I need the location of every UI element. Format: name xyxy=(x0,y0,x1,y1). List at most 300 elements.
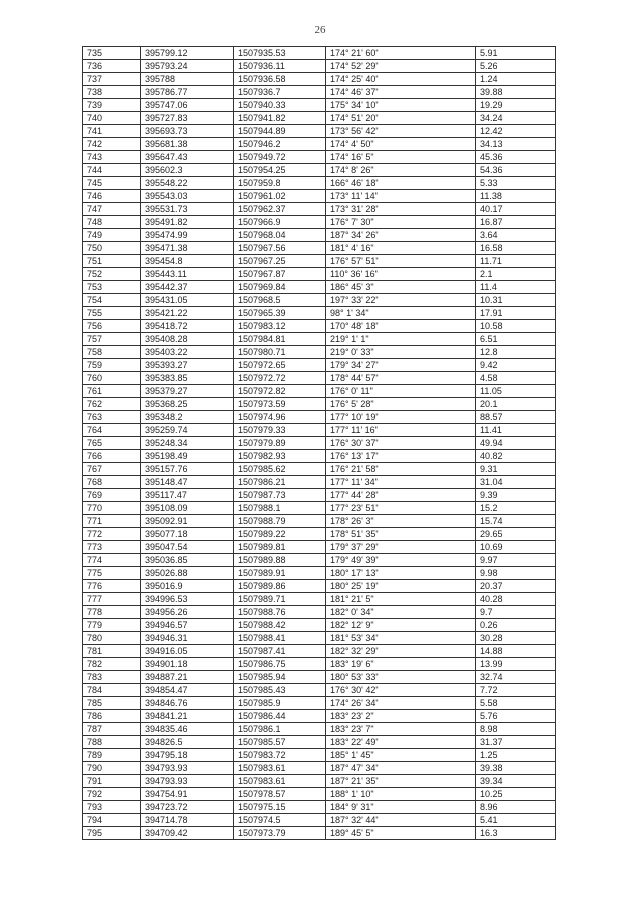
angle-cell: 174° 4' 50" xyxy=(326,138,476,151)
distance-cell: 10.69 xyxy=(476,541,556,554)
distance-cell: 39.88 xyxy=(476,86,556,99)
point-number-cell: 781 xyxy=(83,645,141,658)
angle-cell: 179° 37' 29" xyxy=(326,541,476,554)
point-number-cell: 767 xyxy=(83,463,141,476)
table-row xyxy=(83,762,556,775)
point-number-cell: 782 xyxy=(83,658,141,671)
table-row xyxy=(83,99,556,112)
x-coordinate-cell: 395799.12 xyxy=(141,47,234,60)
point-number-cell: 789 xyxy=(83,749,141,762)
y-coordinate-cell: 1507986.1 xyxy=(234,723,326,736)
angle-cell: 187° 47' 34" xyxy=(326,762,476,775)
y-coordinate-cell: 1507985.62 xyxy=(234,463,326,476)
point-number-cell: 737 xyxy=(83,73,141,86)
point-number-cell: 744 xyxy=(83,164,141,177)
table-row xyxy=(83,320,556,333)
distance-cell: 12.42 xyxy=(476,125,556,138)
distance-cell: 16.58 xyxy=(476,242,556,255)
x-coordinate-cell: 394723.72 xyxy=(141,801,234,814)
x-coordinate-cell: 394793.93 xyxy=(141,775,234,788)
point-number-cell: 736 xyxy=(83,60,141,73)
point-number-cell: 740 xyxy=(83,112,141,125)
distance-cell: 0.26 xyxy=(476,619,556,632)
distance-cell: 19.29 xyxy=(476,99,556,112)
angle-cell: 182° 12' 9" xyxy=(326,619,476,632)
x-coordinate-cell: 394793.93 xyxy=(141,762,234,775)
angle-cell: 219° 1' 1" xyxy=(326,333,476,346)
distance-cell: 10.31 xyxy=(476,294,556,307)
x-coordinate-cell: 395431.05 xyxy=(141,294,234,307)
y-coordinate-cell: 1507969.84 xyxy=(234,281,326,294)
table-row xyxy=(83,307,556,320)
point-number-cell: 752 xyxy=(83,268,141,281)
distance-cell: 1.25 xyxy=(476,749,556,762)
y-coordinate-cell: 1507989.71 xyxy=(234,593,326,606)
table-row xyxy=(83,606,556,619)
x-coordinate-cell: 395408.28 xyxy=(141,333,234,346)
distance-cell: 40.28 xyxy=(476,593,556,606)
y-coordinate-cell: 1507973.59 xyxy=(234,398,326,411)
angle-cell: 174° 21' 60" xyxy=(326,47,476,60)
table-row xyxy=(83,645,556,658)
point-number-cell: 775 xyxy=(83,567,141,580)
y-coordinate-cell: 1507985.94 xyxy=(234,671,326,684)
angle-cell: 183° 19' 6" xyxy=(326,658,476,671)
point-number-cell: 751 xyxy=(83,255,141,268)
point-number-cell: 747 xyxy=(83,203,141,216)
table-row xyxy=(83,528,556,541)
point-number-cell: 738 xyxy=(83,86,141,99)
point-number-cell: 758 xyxy=(83,346,141,359)
angle-cell: 177° 10' 19" xyxy=(326,411,476,424)
table-row xyxy=(83,203,556,216)
point-number-cell: 785 xyxy=(83,697,141,710)
y-coordinate-cell: 1507983.61 xyxy=(234,762,326,775)
x-coordinate-cell: 394916.05 xyxy=(141,645,234,658)
x-coordinate-cell: 395442.37 xyxy=(141,281,234,294)
table-row xyxy=(83,177,556,190)
table-row xyxy=(83,567,556,580)
distance-cell: 4.58 xyxy=(476,372,556,385)
angle-cell: 173° 56' 42" xyxy=(326,125,476,138)
table-row xyxy=(83,437,556,450)
angle-cell: 178° 26' 3" xyxy=(326,515,476,528)
distance-cell: 10.58 xyxy=(476,320,556,333)
table-row xyxy=(83,827,556,840)
y-coordinate-cell: 1507983.12 xyxy=(234,320,326,333)
distance-cell: 88.57 xyxy=(476,411,556,424)
x-coordinate-cell: 395108.09 xyxy=(141,502,234,515)
angle-cell: 187° 21' 35" xyxy=(326,775,476,788)
distance-cell: 15.2 xyxy=(476,502,556,515)
y-coordinate-cell: 1507966.9 xyxy=(234,216,326,229)
angle-cell: 187° 32' 44" xyxy=(326,814,476,827)
distance-cell: 20.1 xyxy=(476,398,556,411)
distance-cell: 39.34 xyxy=(476,775,556,788)
y-coordinate-cell: 1507946.2 xyxy=(234,138,326,151)
x-coordinate-cell: 394956.26 xyxy=(141,606,234,619)
table-row xyxy=(83,749,556,762)
distance-cell: 5.76 xyxy=(476,710,556,723)
angle-cell: 176° 0' 11" xyxy=(326,385,476,398)
point-number-cell: 770 xyxy=(83,502,141,515)
angle-cell: 183° 23' 7" xyxy=(326,723,476,736)
point-number-cell: 788 xyxy=(83,736,141,749)
table-row xyxy=(83,554,556,567)
distance-cell: 1.24 xyxy=(476,73,556,86)
distance-cell: 30.28 xyxy=(476,632,556,645)
distance-cell: 34.13 xyxy=(476,138,556,151)
point-number-cell: 774 xyxy=(83,554,141,567)
table-row xyxy=(83,60,556,73)
y-coordinate-cell: 1507944.89 xyxy=(234,125,326,138)
distance-cell: 20.37 xyxy=(476,580,556,593)
table-row xyxy=(83,112,556,125)
x-coordinate-cell: 395157.76 xyxy=(141,463,234,476)
y-coordinate-cell: 1507972.82 xyxy=(234,385,326,398)
table-row xyxy=(83,216,556,229)
x-coordinate-cell: 394754.91 xyxy=(141,788,234,801)
table-row xyxy=(83,723,556,736)
table-row xyxy=(83,580,556,593)
distance-cell: 5.91 xyxy=(476,47,556,60)
angle-cell: 174° 25' 40" xyxy=(326,73,476,86)
point-number-cell: 772 xyxy=(83,528,141,541)
x-coordinate-cell: 395259.74 xyxy=(141,424,234,437)
point-number-cell: 792 xyxy=(83,788,141,801)
angle-cell: 175° 34' 10" xyxy=(326,99,476,112)
distance-cell: 12.8 xyxy=(476,346,556,359)
angle-cell: 166° 46' 18" xyxy=(326,177,476,190)
y-coordinate-cell: 1507989.81 xyxy=(234,541,326,554)
point-number-cell: 784 xyxy=(83,684,141,697)
table-row xyxy=(83,593,556,606)
distance-cell: 5.41 xyxy=(476,814,556,827)
x-coordinate-cell: 395077.18 xyxy=(141,528,234,541)
point-number-cell: 742 xyxy=(83,138,141,151)
x-coordinate-cell: 394841.21 xyxy=(141,710,234,723)
table-row xyxy=(83,255,556,268)
table-row xyxy=(83,775,556,788)
x-coordinate-cell: 395543.03 xyxy=(141,190,234,203)
y-coordinate-cell: 1507965.39 xyxy=(234,307,326,320)
y-coordinate-cell: 1507973.79 xyxy=(234,827,326,840)
point-number-cell: 748 xyxy=(83,216,141,229)
y-coordinate-cell: 1507984.81 xyxy=(234,333,326,346)
x-coordinate-cell: 394996.53 xyxy=(141,593,234,606)
angle-cell: 110° 36' 16" xyxy=(326,268,476,281)
x-coordinate-cell: 395602.3 xyxy=(141,164,234,177)
point-number-cell: 786 xyxy=(83,710,141,723)
x-coordinate-cell: 395681.38 xyxy=(141,138,234,151)
y-coordinate-cell: 1507959.8 xyxy=(234,177,326,190)
angle-cell: 180° 25' 19" xyxy=(326,580,476,593)
table-row xyxy=(83,515,556,528)
y-coordinate-cell: 1507974.5 xyxy=(234,814,326,827)
table-row xyxy=(83,424,556,437)
point-number-cell: 754 xyxy=(83,294,141,307)
table-row xyxy=(83,138,556,151)
angle-cell: 182° 32' 29" xyxy=(326,645,476,658)
table-row xyxy=(83,788,556,801)
y-coordinate-cell: 1507988.42 xyxy=(234,619,326,632)
y-coordinate-cell: 1507935.53 xyxy=(234,47,326,60)
angle-cell: 176° 7' 30" xyxy=(326,216,476,229)
x-coordinate-cell: 395047.54 xyxy=(141,541,234,554)
point-number-cell: 780 xyxy=(83,632,141,645)
table-row xyxy=(83,86,556,99)
y-coordinate-cell: 1507980.71 xyxy=(234,346,326,359)
point-number-cell: 763 xyxy=(83,411,141,424)
angle-cell: 176° 30' 37" xyxy=(326,437,476,450)
y-coordinate-cell: 1507979.33 xyxy=(234,424,326,437)
point-number-cell: 783 xyxy=(83,671,141,684)
table-row xyxy=(83,359,556,372)
y-coordinate-cell: 1507961.02 xyxy=(234,190,326,203)
point-number-cell: 787 xyxy=(83,723,141,736)
distance-cell: 11.41 xyxy=(476,424,556,437)
y-coordinate-cell: 1507978.57 xyxy=(234,788,326,801)
table-row xyxy=(83,151,556,164)
y-coordinate-cell: 1507987.73 xyxy=(234,489,326,502)
angle-cell: 183° 22' 49" xyxy=(326,736,476,749)
y-coordinate-cell: 1507987.41 xyxy=(234,645,326,658)
y-coordinate-cell: 1507986.44 xyxy=(234,710,326,723)
x-coordinate-cell: 395379.27 xyxy=(141,385,234,398)
y-coordinate-cell: 1507985.43 xyxy=(234,684,326,697)
point-number-cell: 768 xyxy=(83,476,141,489)
angle-cell: 179° 49' 39" xyxy=(326,554,476,567)
angle-cell: 197° 33' 22" xyxy=(326,294,476,307)
y-coordinate-cell: 1507982.93 xyxy=(234,450,326,463)
point-number-cell: 755 xyxy=(83,307,141,320)
point-number-cell: 795 xyxy=(83,827,141,840)
y-coordinate-cell: 1507986.75 xyxy=(234,658,326,671)
table-row xyxy=(83,697,556,710)
angle-cell: 189° 45' 5" xyxy=(326,827,476,840)
point-number-cell: 773 xyxy=(83,541,141,554)
x-coordinate-cell: 395348.2 xyxy=(141,411,234,424)
y-coordinate-cell: 1507968.04 xyxy=(234,229,326,242)
y-coordinate-cell: 1507983.72 xyxy=(234,749,326,762)
y-coordinate-cell: 1507962.37 xyxy=(234,203,326,216)
table-row xyxy=(83,541,556,554)
distance-cell: 16.87 xyxy=(476,216,556,229)
x-coordinate-cell: 394946.31 xyxy=(141,632,234,645)
table-row xyxy=(83,190,556,203)
point-number-cell: 746 xyxy=(83,190,141,203)
x-coordinate-cell: 395026.88 xyxy=(141,567,234,580)
table-row xyxy=(83,294,556,307)
table-row xyxy=(83,684,556,697)
x-coordinate-cell: 394854.47 xyxy=(141,684,234,697)
distance-cell: 8.98 xyxy=(476,723,556,736)
y-coordinate-cell: 1507988.79 xyxy=(234,515,326,528)
angle-cell: 182° 0' 34" xyxy=(326,606,476,619)
angle-cell: 178° 51' 35" xyxy=(326,528,476,541)
y-coordinate-cell: 1507974.96 xyxy=(234,411,326,424)
distance-cell: 8.96 xyxy=(476,801,556,814)
x-coordinate-cell: 395403.22 xyxy=(141,346,234,359)
table-row xyxy=(83,710,556,723)
distance-cell: 10.25 xyxy=(476,788,556,801)
angle-cell: 177° 11' 34" xyxy=(326,476,476,489)
table-row xyxy=(83,125,556,138)
x-coordinate-cell: 395016.9 xyxy=(141,580,234,593)
distance-cell: 32.74 xyxy=(476,671,556,684)
y-coordinate-cell: 1507988.76 xyxy=(234,606,326,619)
y-coordinate-cell: 1507979.89 xyxy=(234,437,326,450)
x-coordinate-cell: 395198.49 xyxy=(141,450,234,463)
angle-cell: 181° 53' 34" xyxy=(326,632,476,645)
angle-cell: 174° 16' 5" xyxy=(326,151,476,164)
distance-cell: 49.94 xyxy=(476,437,556,450)
angle-cell: 183° 23' 2" xyxy=(326,710,476,723)
distance-cell: 11.38 xyxy=(476,190,556,203)
distance-cell: 2.1 xyxy=(476,268,556,281)
coordinates-table xyxy=(82,46,556,840)
x-coordinate-cell: 395531.73 xyxy=(141,203,234,216)
angle-cell: 177° 11' 16" xyxy=(326,424,476,437)
x-coordinate-cell: 394835.46 xyxy=(141,723,234,736)
point-number-cell: 760 xyxy=(83,372,141,385)
angle-cell: 179° 34' 27" xyxy=(326,359,476,372)
point-number-cell: 750 xyxy=(83,242,141,255)
y-coordinate-cell: 1507954.25 xyxy=(234,164,326,177)
table-row xyxy=(83,346,556,359)
distance-cell: 9.42 xyxy=(476,359,556,372)
angle-cell: 180° 53' 33" xyxy=(326,671,476,684)
y-coordinate-cell: 1507985.9 xyxy=(234,697,326,710)
angle-cell: 186° 45' 3" xyxy=(326,281,476,294)
y-coordinate-cell: 1507936.7 xyxy=(234,86,326,99)
x-coordinate-cell: 395148.47 xyxy=(141,476,234,489)
table-row xyxy=(83,242,556,255)
point-number-cell: 777 xyxy=(83,593,141,606)
angle-cell: 98° 1' 34" xyxy=(326,307,476,320)
table-row xyxy=(83,658,556,671)
x-coordinate-cell: 395786.77 xyxy=(141,86,234,99)
x-coordinate-cell: 395647.43 xyxy=(141,151,234,164)
point-number-cell: 757 xyxy=(83,333,141,346)
y-coordinate-cell: 1507936.58 xyxy=(234,73,326,86)
distance-cell: 13.99 xyxy=(476,658,556,671)
x-coordinate-cell: 394887.21 xyxy=(141,671,234,684)
point-number-cell: 739 xyxy=(83,99,141,112)
x-coordinate-cell: 395368.25 xyxy=(141,398,234,411)
table-row xyxy=(83,632,556,645)
point-number-cell: 776 xyxy=(83,580,141,593)
distance-cell: 5.26 xyxy=(476,60,556,73)
y-coordinate-cell: 1507949.72 xyxy=(234,151,326,164)
distance-cell: 45.36 xyxy=(476,151,556,164)
x-coordinate-cell: 395491.82 xyxy=(141,216,234,229)
point-number-cell: 766 xyxy=(83,450,141,463)
distance-cell: 9.97 xyxy=(476,554,556,567)
distance-cell: 9.31 xyxy=(476,463,556,476)
angle-cell: 181° 4' 16" xyxy=(326,242,476,255)
x-coordinate-cell: 394846.76 xyxy=(141,697,234,710)
table-row xyxy=(83,411,556,424)
distance-cell: 39.38 xyxy=(476,762,556,775)
y-coordinate-cell: 1507988.1 xyxy=(234,502,326,515)
distance-cell: 14.88 xyxy=(476,645,556,658)
table-row xyxy=(83,801,556,814)
distance-cell: 5.58 xyxy=(476,697,556,710)
x-coordinate-cell: 394826.5 xyxy=(141,736,234,749)
table-row xyxy=(83,333,556,346)
angle-cell: 176° 30' 42" xyxy=(326,684,476,697)
y-coordinate-cell: 1507989.91 xyxy=(234,567,326,580)
angle-cell: 173° 11' 14" xyxy=(326,190,476,203)
x-coordinate-cell: 395693.73 xyxy=(141,125,234,138)
distance-cell: 11.4 xyxy=(476,281,556,294)
distance-cell: 40.17 xyxy=(476,203,556,216)
x-coordinate-cell: 394901.18 xyxy=(141,658,234,671)
angle-cell: 187° 34' 26" xyxy=(326,229,476,242)
table-row xyxy=(83,814,556,827)
y-coordinate-cell: 1507972.72 xyxy=(234,372,326,385)
table-row xyxy=(83,73,556,86)
table-row xyxy=(83,398,556,411)
y-coordinate-cell: 1507986.21 xyxy=(234,476,326,489)
x-coordinate-cell: 394709.42 xyxy=(141,827,234,840)
point-number-cell: 759 xyxy=(83,359,141,372)
point-number-cell: 765 xyxy=(83,437,141,450)
distance-cell: 5.33 xyxy=(476,177,556,190)
x-coordinate-cell: 395036.85 xyxy=(141,554,234,567)
x-coordinate-cell: 395788 xyxy=(141,73,234,86)
x-coordinate-cell: 394946.57 xyxy=(141,619,234,632)
x-coordinate-cell: 395418.72 xyxy=(141,320,234,333)
distance-cell: 9.39 xyxy=(476,489,556,502)
table-row xyxy=(83,47,556,60)
angle-cell: 174° 52' 29" xyxy=(326,60,476,73)
x-coordinate-cell: 395421.22 xyxy=(141,307,234,320)
angle-cell: 174° 46' 37" xyxy=(326,86,476,99)
point-number-cell: 790 xyxy=(83,762,141,775)
y-coordinate-cell: 1507989.88 xyxy=(234,554,326,567)
distance-cell: 40.82 xyxy=(476,450,556,463)
angle-cell: 219° 0' 33" xyxy=(326,346,476,359)
table-row xyxy=(83,372,556,385)
angle-cell: 174° 26' 34" xyxy=(326,697,476,710)
table-row xyxy=(83,229,556,242)
point-number-cell: 793 xyxy=(83,801,141,814)
table-body xyxy=(83,47,556,840)
y-coordinate-cell: 1507967.87 xyxy=(234,268,326,281)
x-coordinate-cell: 395471.38 xyxy=(141,242,234,255)
y-coordinate-cell: 1507989.22 xyxy=(234,528,326,541)
table-row xyxy=(83,164,556,177)
point-number-cell: 735 xyxy=(83,47,141,60)
distance-cell: 31.04 xyxy=(476,476,556,489)
table-row xyxy=(83,268,556,281)
y-coordinate-cell: 1507988.41 xyxy=(234,632,326,645)
angle-cell: 177° 44' 28" xyxy=(326,489,476,502)
point-number-cell: 791 xyxy=(83,775,141,788)
x-coordinate-cell: 395443.11 xyxy=(141,268,234,281)
y-coordinate-cell: 1507967.25 xyxy=(234,255,326,268)
table-row xyxy=(83,671,556,684)
page-number: 26 xyxy=(314,24,326,36)
x-coordinate-cell: 395454.8 xyxy=(141,255,234,268)
y-coordinate-cell: 1507936.11 xyxy=(234,60,326,73)
point-number-cell: 756 xyxy=(83,320,141,333)
table-row xyxy=(83,619,556,632)
angle-cell: 181° 21' 5" xyxy=(326,593,476,606)
table-row xyxy=(83,385,556,398)
